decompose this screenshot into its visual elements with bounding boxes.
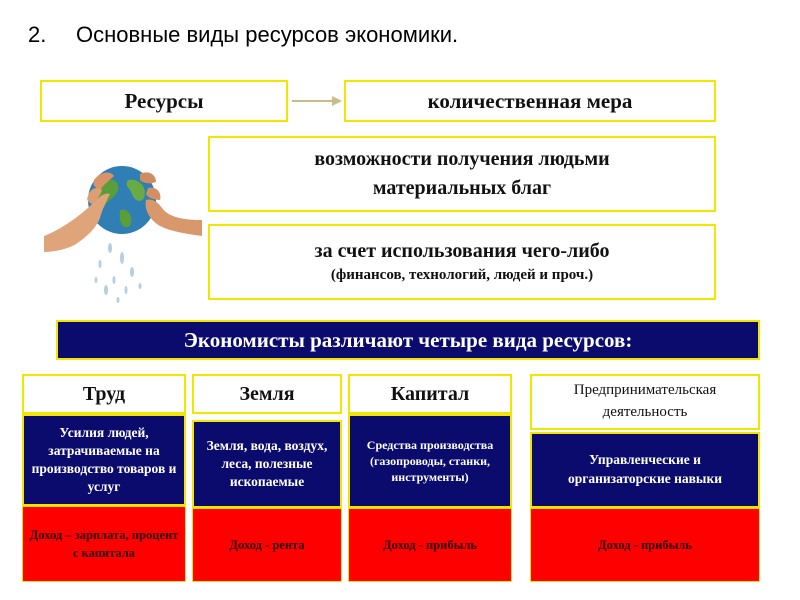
slide-title: Основные виды ресурсов экономики. — [76, 22, 459, 47]
resource-description-entrepreneurship — [530, 432, 760, 508]
resource-name: Земля — [239, 382, 295, 405]
definition-box-measure — [344, 80, 716, 122]
definition-means-line1: за счет использования чего-либо — [314, 240, 610, 262]
resource-income-capital — [348, 508, 512, 582]
arrow-right-icon — [288, 92, 344, 110]
slide-heading — [28, 22, 458, 48]
resource-header-entrepreneurship — [530, 374, 760, 430]
resource-name: Предпринимательская деятельность — [573, 382, 717, 420]
resource-income: Доход - рента — [229, 537, 305, 552]
resource-header-labor — [22, 374, 186, 414]
definition-measure-text: количественная мера — [427, 88, 633, 113]
resource-description: Земля, вода, воздух, леса, полезные ископаемые — [206, 437, 328, 490]
resource-income-labor — [22, 506, 186, 582]
resource-name: Труд — [82, 382, 126, 405]
resource-income: Доход – зарплата, процент с капитала — [29, 527, 179, 560]
resource-income: Доход - прибыль — [383, 537, 477, 552]
resource-description: Усилия людей, затрачиваемые на производство товаров и услуг — [31, 424, 177, 495]
definition-box-possibilities — [208, 136, 716, 212]
definition-possibilities-line2: материальных благ — [372, 177, 552, 199]
resource-name: Капитал — [390, 382, 470, 405]
resource-description-capital — [348, 414, 512, 508]
resource-income-entrepreneurship — [530, 508, 760, 582]
definition-means-line2: (финансов, технологий, людей и проч.) — [330, 267, 594, 283]
resource-description-labor — [22, 414, 186, 506]
resource-income: Доход - прибыль — [598, 537, 692, 552]
resource-income-land — [192, 508, 342, 582]
economists-banner — [56, 320, 760, 360]
resource-header-land — [192, 374, 342, 414]
resource-description-land — [192, 420, 342, 508]
term-label: Ресурсы — [124, 88, 204, 113]
resource-description: Управленческие и организаторские навыки — [567, 452, 723, 486]
term-box — [40, 80, 288, 122]
economists-banner-text: Экономисты различают четыре вида ресурсов: — [183, 327, 633, 352]
slide-number: 2. — [28, 22, 47, 47]
resource-description: Средства производства (газопроводы, станки, инструменты) — [366, 437, 494, 485]
definition-box-means — [208, 224, 716, 300]
resource-header-capital — [348, 374, 512, 414]
hands-squeezing-globe-icon — [40, 140, 205, 305]
definition-possibilities-line1: возможности получения людьми — [314, 148, 610, 170]
